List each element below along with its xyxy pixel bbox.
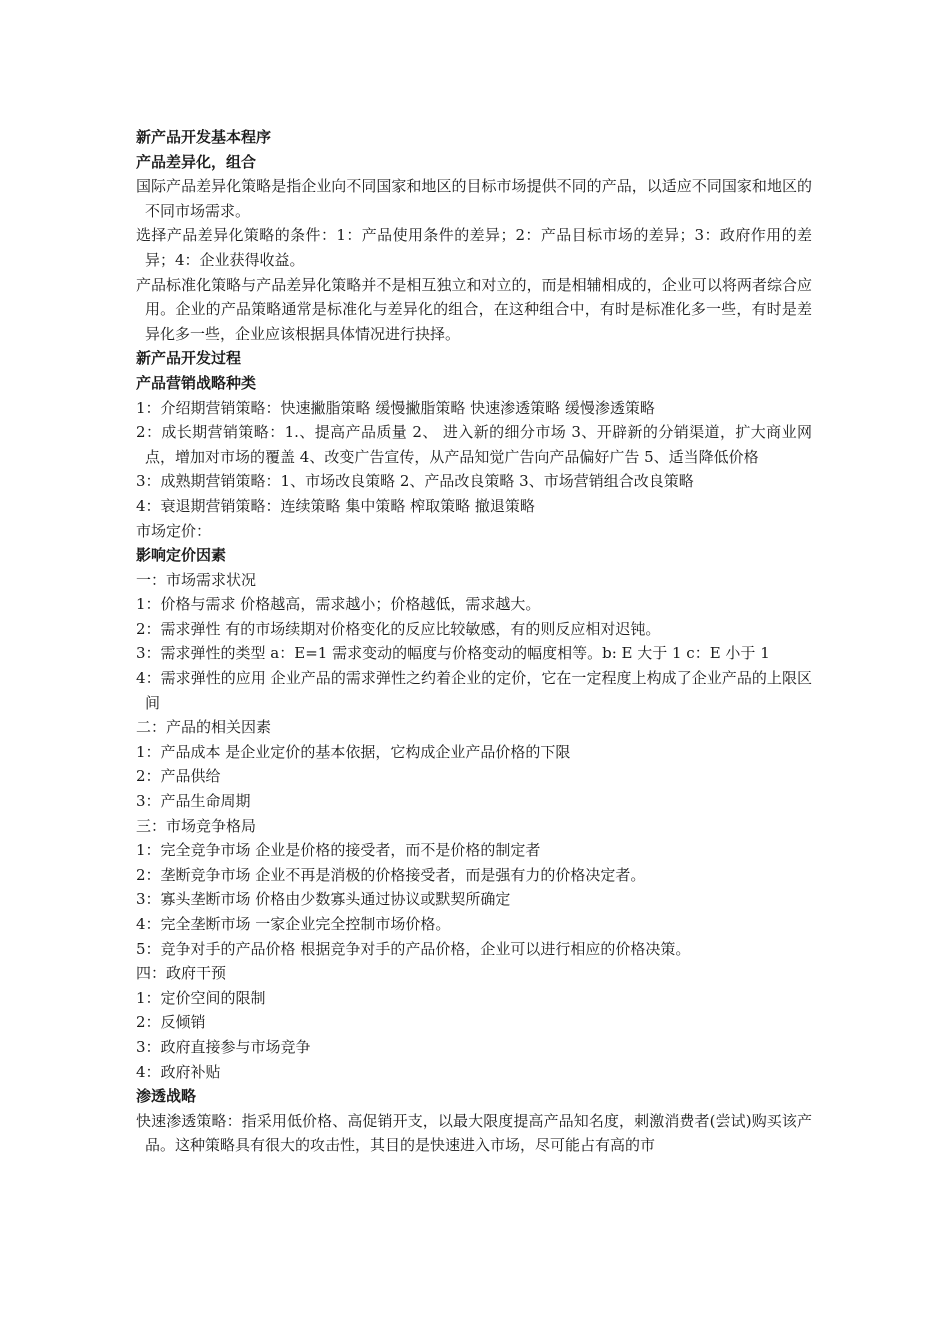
list-item-gov-competition: 3：政府直接参与市场竞争 (136, 1037, 311, 1056)
list-item-elasticity-types: 3：需求弹性的类型 a：E=1 需求变动的幅度与价格变动的幅度相等。b: E 大于 1 c：E 小于 1 (136, 644, 770, 663)
list-item-demand-elasticity: 2：需求弹性 有的市场续期对价格变化的反应比较敏感，有的则反应相对迟钝。 (136, 619, 661, 638)
heading-marketing-strategy-types: 产品营销战略种类 (136, 373, 257, 392)
heading-penetration-strategy: 渗透战略 (136, 1087, 197, 1106)
heading-new-product-process: 新产品开发过程 (136, 349, 242, 368)
list-item-perfect-competition: 1：完全竞争市场 企业是价格的接受者，而不是价格的制定者 (136, 841, 541, 860)
list-item-oligopoly: 3：寡头垄断市场 价格由少数寡头通过协议或默契所确定 (136, 890, 511, 909)
list-item-elasticity-application: 4：需求弹性的应用 企业产品的需求弹性之约着企业的定价，它在一定程度上构成了企业产品的上限区间 (136, 669, 812, 712)
list-item-intro-stage: 1：介绍期营销策略：快速撇脂策略 缓慢撇脂策略 快速渗透策略 缓慢渗透策略 (136, 398, 655, 417)
list-item-price-limits: 1：定价空间的限制 (136, 988, 266, 1007)
heading-pricing-factors: 影响定价因素 (136, 546, 227, 565)
list-item-decline-stage: 4：衰退期营销策略：连续策略 集中策略 榨取策略 撤退策略 (136, 496, 535, 515)
paragraph-standardization-vs-differentiation: 产品标准化策略与产品差异化策略并不是相互独立和对立的，而是相辅相成的，企业可以将两者综合应用。企业的产品策略通常是标准化与差异化的组合，在这种组合中，有时是标准化多一些，有时是差异化多一些，企业应该根据具体情况进行抉择。 (136, 275, 812, 343)
list-item-product-supply: 2：产品供给 (136, 767, 221, 786)
subheading-government: 四：政府干预 (136, 964, 227, 983)
list-item-product-cost: 1：产品成本 是企业定价的基本依据，它构成企业产品价格的下限 (136, 742, 571, 761)
paragraph-intl-differentiation: 国际产品差异化策略是指企业向不同国家和地区的目标市场提供不同的产品，以适应不同国家和地区的不同市场需求。 (136, 177, 812, 220)
subheading-market-demand: 一：市场需求状况 (136, 570, 257, 589)
list-item-growth-stage: 2：成长期营销策略：1.、提高产品质量 2、 进入新的细分市场 3、开辟新的分销渠道，扩大商业网点，增加对市场的覆盖 4、改变广告宣传，从产品知觉广告向产品偏好广告 5、适当降低价格 (136, 423, 812, 466)
list-item-product-lifecycle: 3：产品生命周期 (136, 792, 251, 811)
paragraph-differentiation-conditions: 选择产品差异化策略的条件：1：产品使用条件的差异；2：产品目标市场的差异；3：政府作用的差异；4：企业获得收益。 (136, 226, 812, 269)
list-item-anti-dumping: 2：反倾销 (136, 1013, 206, 1032)
list-item-maturity-stage: 3：成熟期营销策略：1、市场改良策略 2、产品改良策略 3、市场营销组合改良策略 (136, 472, 694, 491)
subheading-product-factors: 二：产品的相关因素 (136, 718, 272, 737)
paragraph-fast-penetration: 快速渗透策略：指采用低价格、高促销开支，以最大限度提高产品知名度，刺激消费者(尝试)购买该产品。这种策略具有很大的攻击性，其目的是快速进入市场，尽可能占有高的市 (136, 1111, 812, 1155)
list-item-monopoly: 4：完全垄断市场 一家企业完全控制市场价格。 (136, 915, 451, 933)
heading-product-differentiation: 产品差异化，组合 (136, 152, 257, 171)
subheading-competition: 三：市场竞争格局 (136, 816, 257, 835)
heading-new-product-procedure: 新产品开发基本程序 (136, 128, 272, 146)
list-item-competitor-price: 5：竞争对手的产品价格 根据竞争对手的产品价格，企业可以进行相应的价格决策。 (136, 939, 691, 958)
document-page (136, 125, 812, 1158)
list-item-monopolistic-competition: 2：垄断竞争市场 企业不再是消极的价格接受者，而是强有力的价格决定者。 (136, 865, 646, 884)
list-item-gov-subsidy: 4：政府补贴 (136, 1062, 221, 1081)
paragraph-market-pricing: 市场定价： (136, 521, 212, 540)
list-item-price-demand: 1：价格与需求 价格越高，需求越小；价格越低，需求越大。 (136, 595, 541, 614)
